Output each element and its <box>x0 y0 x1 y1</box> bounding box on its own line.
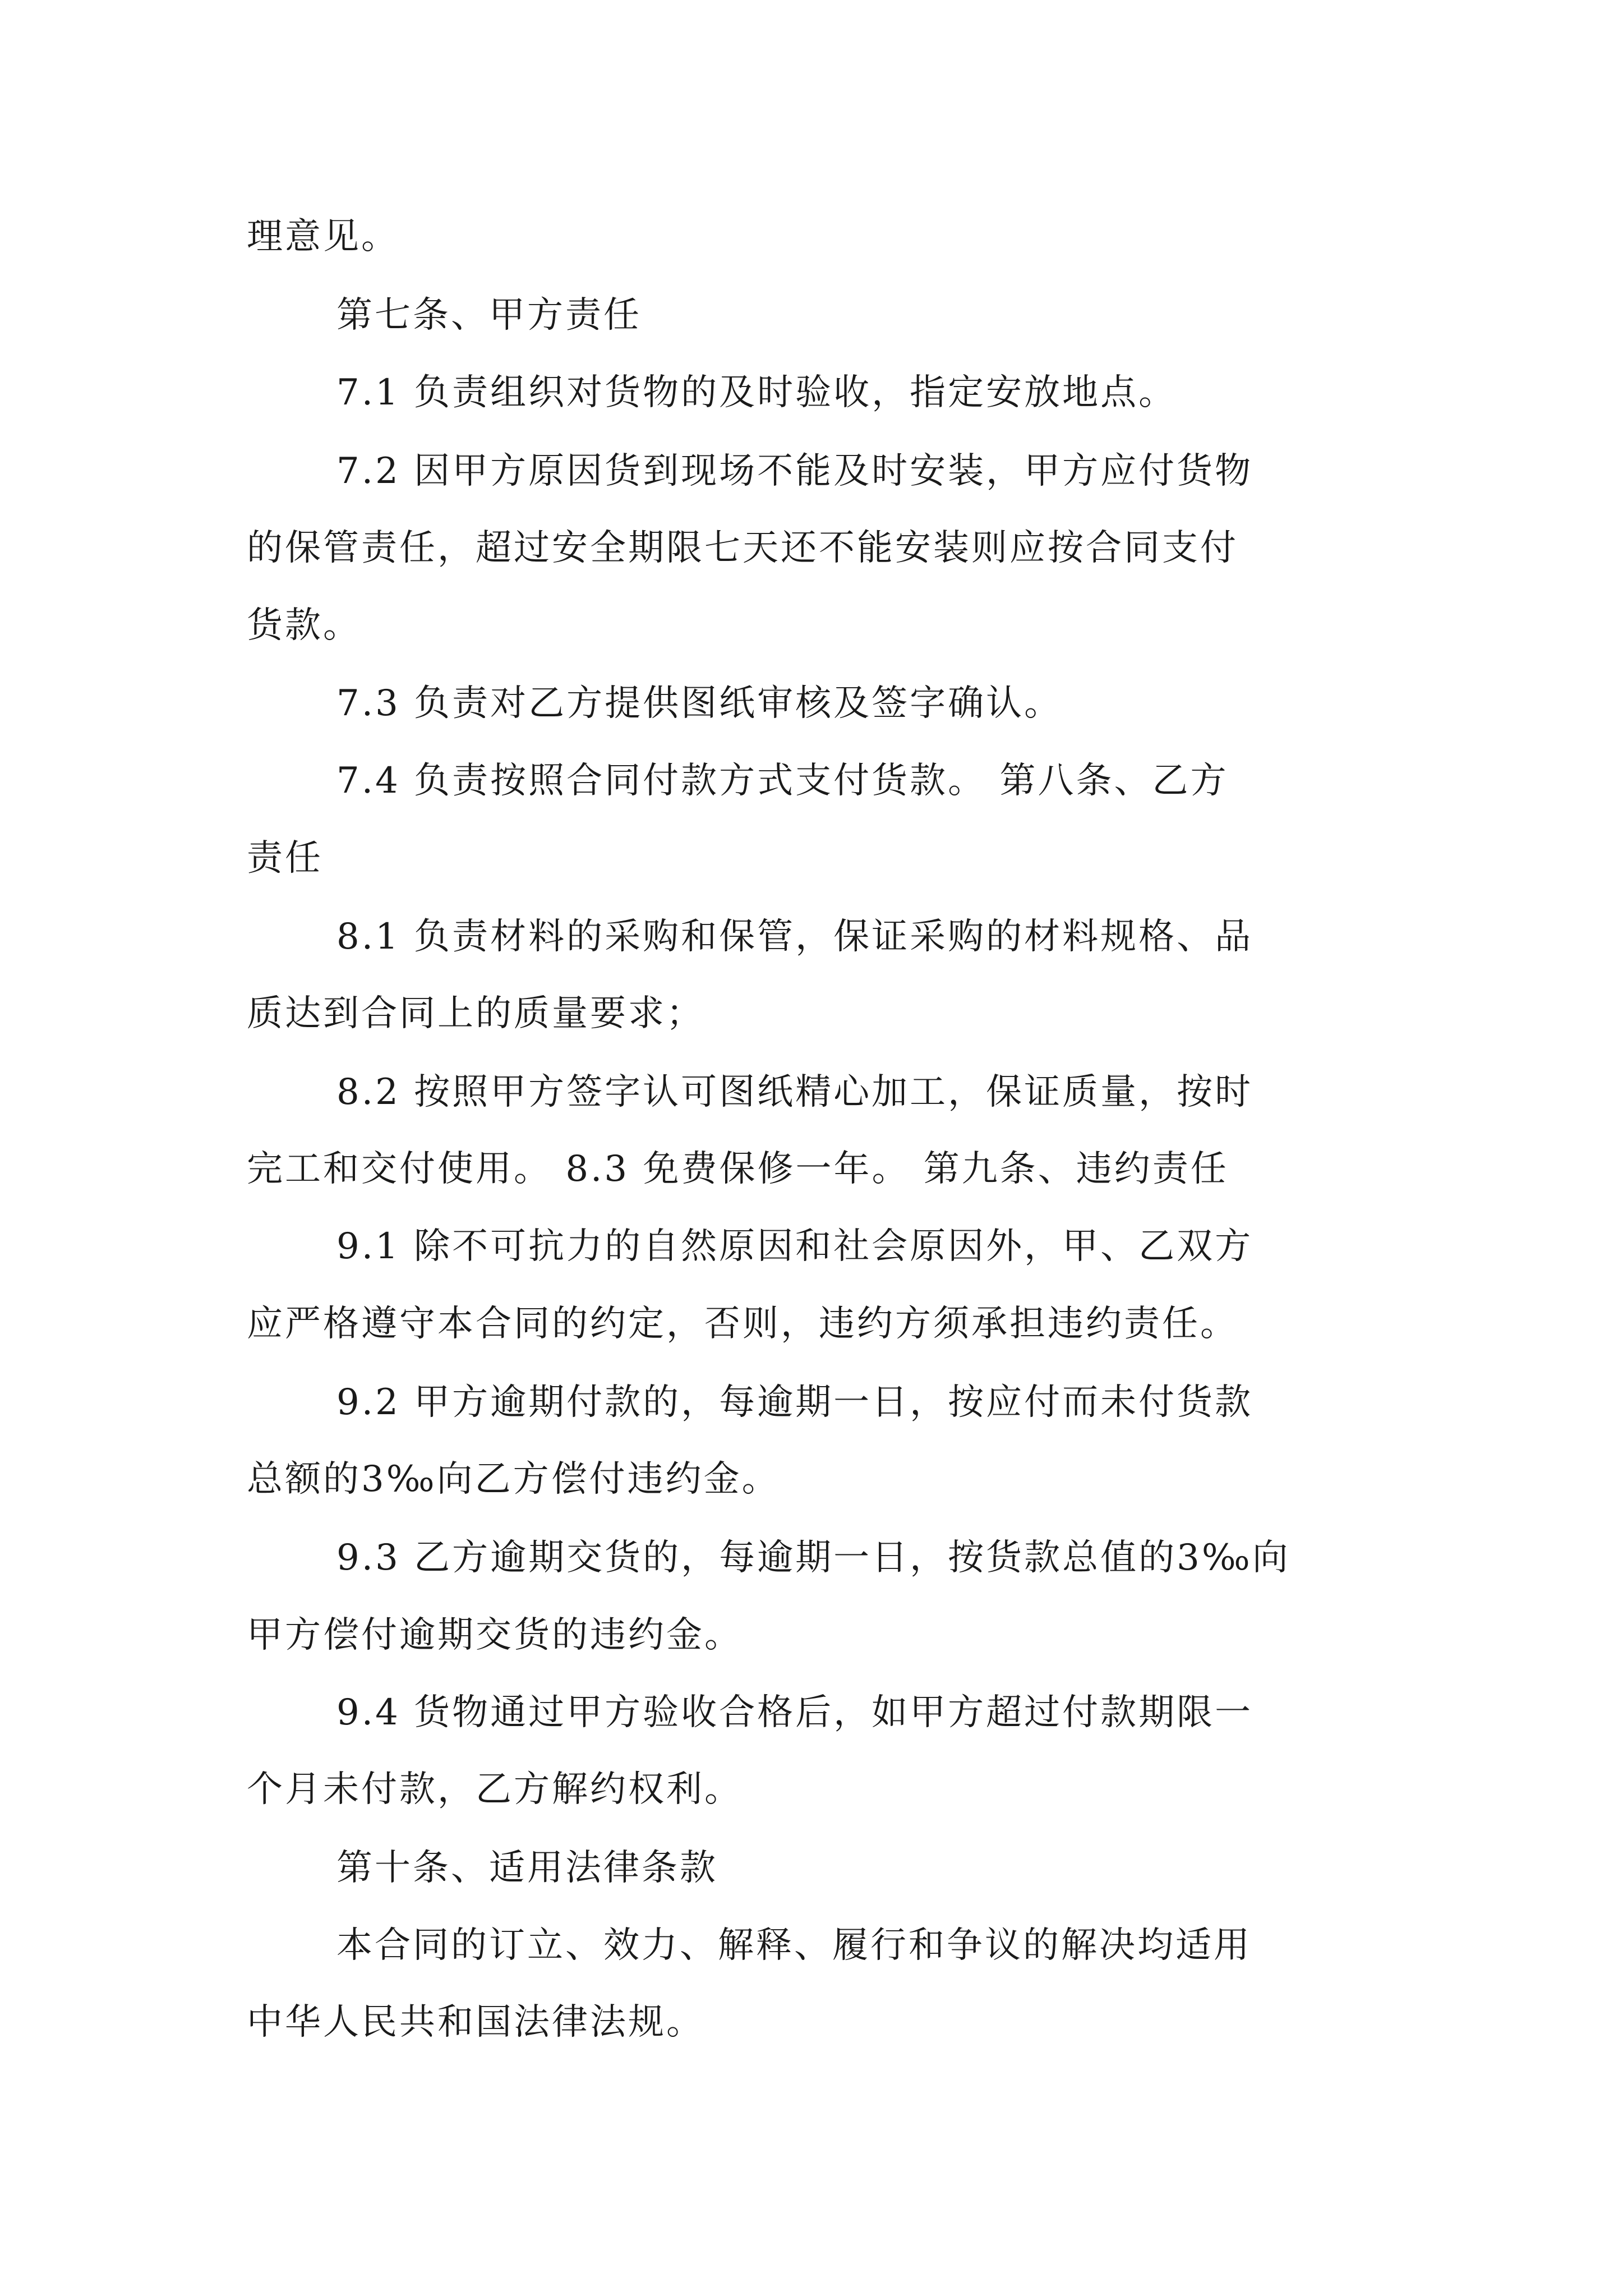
text-line: 质达到合同上的质量要求； <box>247 993 704 1034</box>
text-line: 7.1 负责组织对货物的及时验收，指定安放地点。 <box>336 372 1177 413</box>
text-line: 理意见。 <box>247 216 399 257</box>
text-line: 货款。 <box>247 605 361 646</box>
text-line: 完工和交付使用。 8.3 免费保修一年。 第九条、违约责任 <box>247 1148 1229 1190</box>
text-line: 7.2 因甲方原因货到现场不能及时安装，甲方应付货物 <box>336 450 1253 492</box>
text-line: 应严格遵守本合同的约定，否则，违约方须承担违约责任。 <box>247 1303 1238 1345</box>
text-line: 9.2 甲方逾期付款的，每逾期一日，按应付而未付货款 <box>336 1382 1253 1423</box>
text-line: 中华人民共和国法律法规。 <box>247 2001 704 2043</box>
text-line: 总额的3‰向乙方偿付违约金。 <box>247 1458 780 1500</box>
text-line: 的保管责任，超过安全期限七天还不能安装则应按合同支付 <box>247 527 1238 569</box>
text-line: 7.4 负责按照合同付款方式支付货款。 第八条、乙方 <box>336 760 1229 802</box>
text-line: 9.4 货物通过甲方验收合格后，如甲方超过付款期限一 <box>336 1692 1253 1733</box>
text-line: 9.3 乙方逾期交货的，每逾期一日，按货款总值的3‰向 <box>336 1537 1290 1579</box>
text-line: 8.2 按照甲方签字认可图纸精心加工，保证质量，按时 <box>336 1071 1253 1113</box>
text-line: 8.1 负责材料的采购和保管，保证采购的材料规格、品 <box>336 916 1253 958</box>
text-line: 甲方偿付逾期交货的违约金。 <box>247 1614 743 1656</box>
section-heading: 第十条、适用法律条款 <box>336 1847 718 1889</box>
text-line: 本合同的订立、效力、解释、履行和争议的解决均适用 <box>336 1925 1252 1966</box>
section-heading: 第七条、甲方责任 <box>336 295 642 336</box>
text-line: 责任 <box>247 838 323 879</box>
text-line: 9.1 除不可抗力的自然原因和社会原因外，甲、乙双方 <box>336 1226 1253 1267</box>
text-line: 7.3 负责对乙方提供图纸审核及签字确认。 <box>336 683 1063 724</box>
text-line: 个月未付款，乙方解约权利。 <box>247 1769 743 1810</box>
